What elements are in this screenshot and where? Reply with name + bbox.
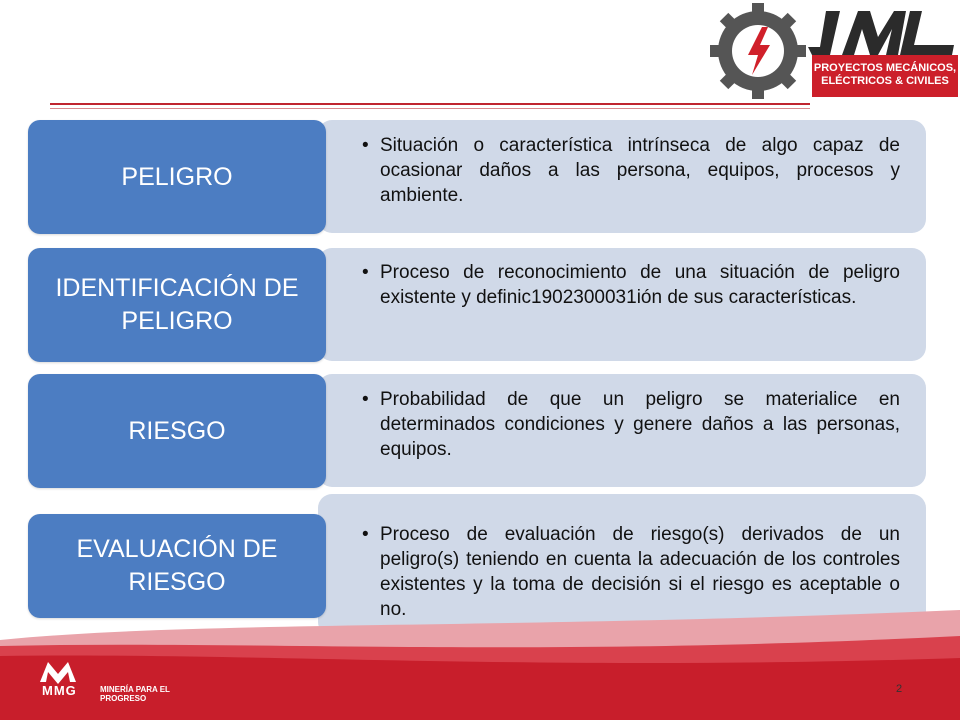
logo-subtitle-line-1: PROYECTOS MECÁNICOS, [813, 62, 957, 74]
definition-box [318, 374, 926, 487]
mmg-brand: MMG [42, 683, 77, 698]
term-box [28, 248, 326, 362]
logo-subtitle [812, 55, 958, 97]
definition-row-riesgo [28, 374, 926, 490]
definition-text: • Proceso de evaluación de riesgo(s) derivados de un peligro(s) teniendo en cuenta la adecuación de los controles existentes y la toma de decisión si el riesgo es aceptable o no. [380, 522, 900, 622]
definition-box [318, 248, 926, 361]
definition-text: • Probabilidad de que un peligro se materialice en determinados condiciones y genere daños a las personas, equipos. [380, 387, 900, 462]
mmg-tagline: MINERÍA PARA EL PROGRESO [100, 685, 170, 703]
definition-text: • Situación o característica intrínseca de algo capaz de ocasionar daños a las persona, equipos, procesos y ambiente. [380, 133, 900, 208]
term-label: EVALUACIÓN DE RIESGO [76, 535, 278, 596]
header-rule-thin [50, 108, 810, 109]
term-label: PELIGRO [121, 162, 233, 191]
term-label: RIESGO [128, 416, 226, 445]
header-rule [50, 103, 810, 105]
definition-text: • Proceso de reconocimiento de una situación de peligro existente y definic1902300031ión de sus características. [380, 260, 900, 310]
logo-subtitle-line-2: ELÉCTRICOS & CIVILES [821, 75, 949, 87]
definition-box [318, 120, 926, 233]
term-box [28, 120, 326, 234]
page-number: 2 [896, 683, 903, 695]
term-label: IDENTIFICACIÓN DE PELIGRO [55, 274, 299, 335]
term-box [28, 374, 326, 488]
definition-row-peligro [28, 120, 926, 236]
definition-row-identificacion [28, 248, 926, 364]
